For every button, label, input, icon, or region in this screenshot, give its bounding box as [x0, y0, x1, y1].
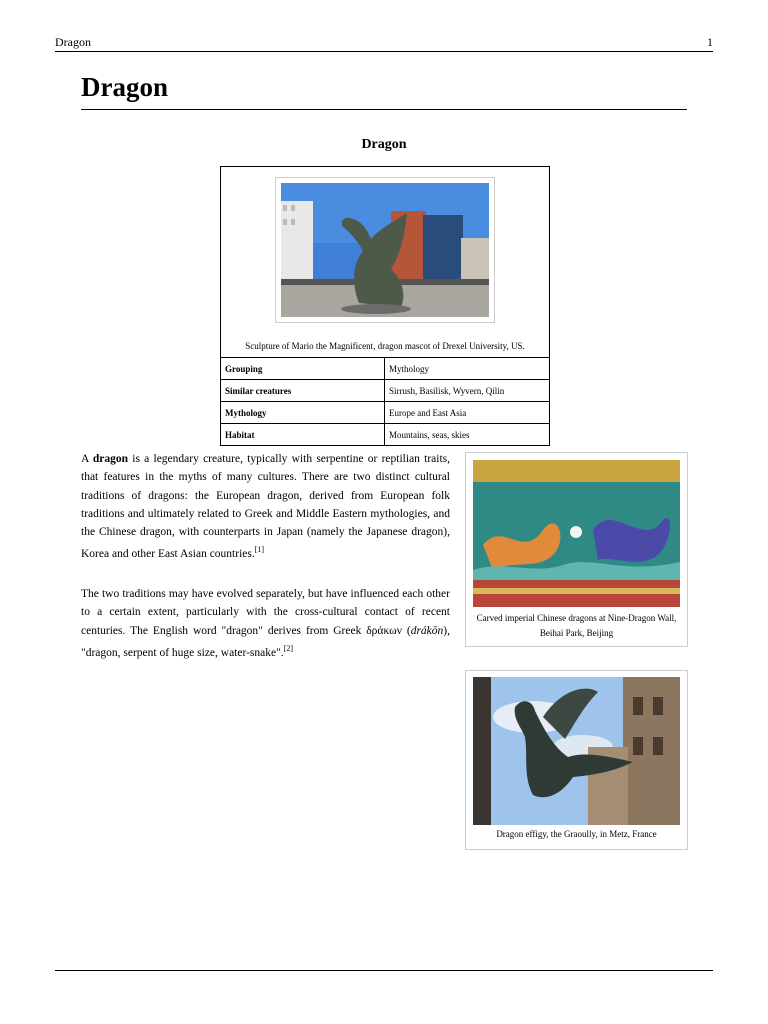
running-header-title: Dragon [55, 35, 91, 49]
text: A [81, 453, 93, 465]
table-row [221, 424, 549, 446]
table-row [221, 380, 549, 402]
body-paragraph-2 [81, 585, 450, 662]
text: is a legendary creature, typically with serpentine or reptilian traits, that features in the myths of many cultures. There are two distinct cultural traditions of dragons: the European dragon, derived from European folk traditions and ultimately related to Greek and Middle Eastern mythologies, and the Chinese dragon, with counterparts in Japan (namely the Japanese dragon), Korea and other East Asian countries. [81, 453, 451, 561]
bold-term: dragon [92, 453, 129, 465]
infobox-key: Mythology [221, 402, 385, 424]
dragon-sculpture-photo [281, 183, 489, 317]
figure-nine-dragon-wall [465, 452, 688, 647]
infobox-key: Similar creatures [221, 380, 385, 402]
infobox-heading: Dragon [361, 137, 407, 152]
reference-link[interactable]: [1] [254, 545, 265, 555]
running-header [55, 35, 713, 52]
text: The two traditions may have evolved separately, but have influenced each other to a certain extent, particularly with the cross-cultural contact of recent centuries. The English word "dragon" derives from Greek δράκων ( [81, 588, 450, 637]
infobox [220, 166, 550, 446]
figure-caption: Carved imperial Chinese dragons at Nine-Dragon Wall, Beihai Park, Beijing [476, 613, 677, 638]
footer-rule [55, 970, 713, 971]
table-row [221, 402, 549, 424]
page-number: 1 [707, 35, 713, 49]
infobox-key: Habitat [221, 424, 385, 446]
infobox-key: Grouping [221, 358, 385, 380]
italic-term: drákōn [410, 624, 444, 637]
reference-link[interactable]: [2] [283, 643, 293, 653]
graoully-photo [473, 677, 680, 825]
infobox-image-frame [275, 177, 495, 323]
infobox-value: Europe and East Asia [385, 402, 550, 424]
infobox-value: Mythology [389, 363, 430, 374]
infobox-image-caption: Sculpture of Mario the Magnificent, dragon mascot of Drexel University, US. [221, 333, 549, 358]
infobox-table [221, 358, 549, 445]
infobox-value: Sirrush, Basilisk, Wyvern, Qilin [385, 380, 550, 402]
figure-caption: Dragon effigy, the Graoully, in Metz, France [496, 829, 657, 839]
body-paragraph-1 [81, 450, 450, 564]
table-row [221, 358, 549, 380]
nine-dragon-wall-photo [473, 460, 680, 607]
infobox-value: Mountains, seas, skies [385, 424, 550, 446]
figure-graoully [465, 670, 688, 850]
page-title: Dragon [81, 72, 687, 110]
text: ), "dragon, serpent of huge size, water-snake". [81, 624, 450, 659]
